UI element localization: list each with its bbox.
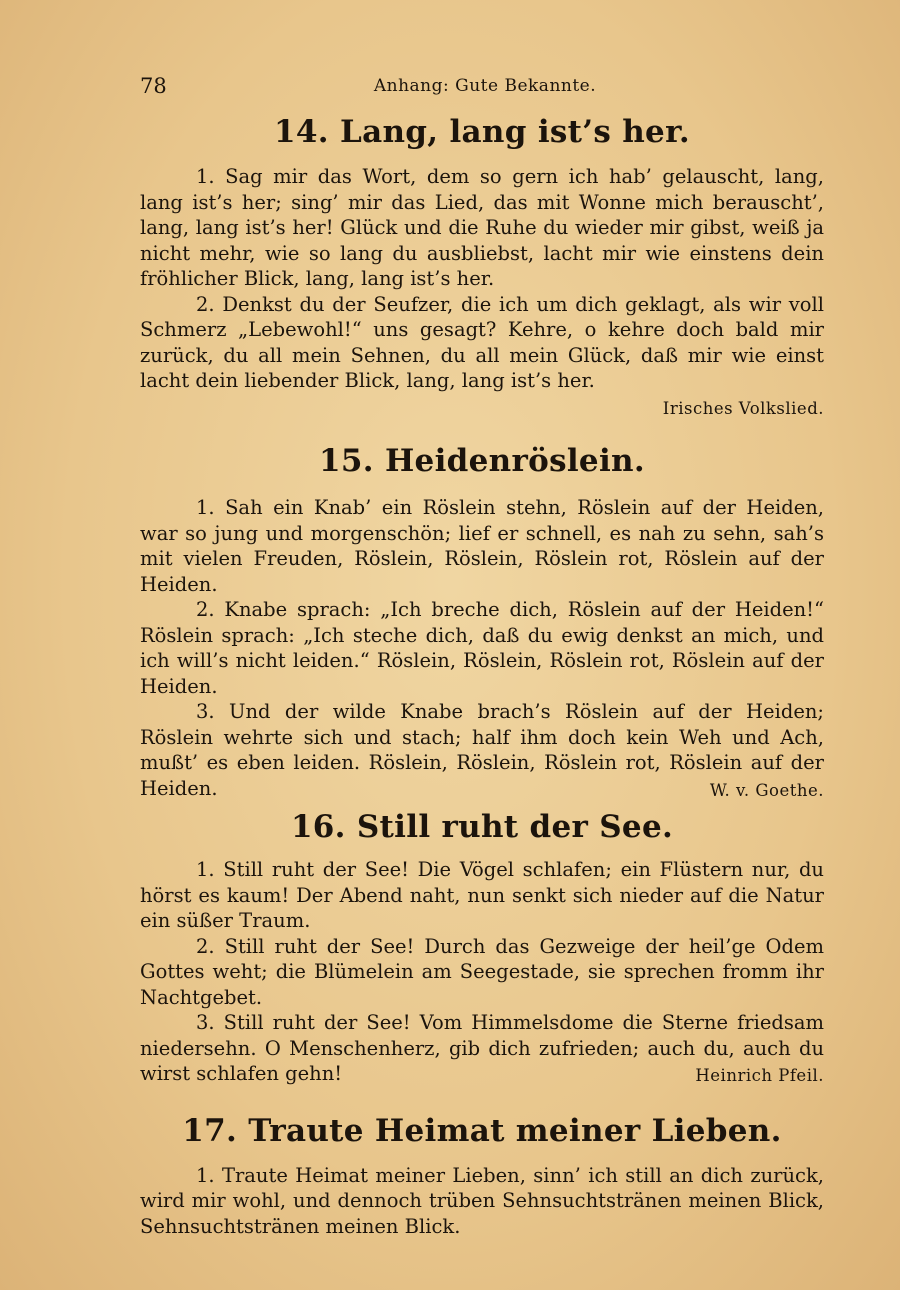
verse: 1. Sah ein Knab’ ein Röslein stehn, Röslein auf der Heiden, war so jung und morgenschön; lief er schnell, es nah zu sehn, sah’s mit vielen Freuden, Röslein, Röslein, Röslein rot, Röslein auf der Heiden.	[140, 496, 824, 596]
verse: 2. Still ruht der See! Durch das Gezweige der heil’ge Odem Gottes weht; die Blümelein am Seegestade, sie sprechen fromm ihr Nachtgebet.	[140, 934, 824, 1009]
song-17	[140, 1111, 824, 1240]
song-14	[140, 112, 824, 421]
song-15	[140, 441, 824, 803]
verse-text: 3. Still ruht der See! Vom Himmelsdome die Sterne friedsam niedersehn. O Menschenherz, gib dich zufrieden; auch du, auch du wirst schlafen gehn!	[140, 1011, 824, 1085]
song-title: 16. Still ruht der See.	[290, 809, 674, 845]
song-16	[140, 807, 824, 1089]
verse: 1. Traute Heimat meiner Lieben, sinn’ ich still an dich zurück, wird mir wohl, und dennoch trüben Sehnsuchtstränen meinen Blick, Sehnsuchtstränen meinen Blick.	[140, 1163, 824, 1238]
attribution: W. v. Goethe.	[709, 780, 824, 800]
page-header	[140, 74, 830, 104]
attribution: Heinrich Pfeil.	[695, 1066, 824, 1085]
verse: 1. Still ruht der See! Die Vögel schlafen; ein Flüstern nur, du hörst es kaum! Der Abend naht, nun senkt sich nieder auf die Natur ein süßer Traum.	[140, 858, 824, 932]
verse-text: 2. Denkst du der Seufzer, die ich um dich geklagt, als wir voll Schmerz „Lebewohl!“ uns gesagt? Kehre, o kehre doch bald mir zurück, du all mein Sehnen, du all mein Glück, daß mir wie einst lacht dein liebender Blick, lang, lang ist’s her.	[140, 292, 824, 392]
verse-with-attribution	[140, 1010, 824, 1087]
page-number: 78	[140, 74, 167, 98]
song-title: 17. Traute Heimat meiner Lieben.	[182, 1112, 782, 1149]
song-title: 14. Lang, lang ist’s her.	[274, 114, 690, 150]
attribution: Irisches Volkslied.	[662, 398, 824, 418]
verse-text: 3. Und der wilde Knabe brach’s Röslein auf der Heiden; Röslein wehrte sich und stach; half ihm doch kein Weh und Ach, mußt’ es eben leiden. Röslein, Röslein, Röslein rot, Röslein auf der Heiden.	[140, 700, 824, 800]
running-head: Anhang: Gute Bekannte.	[373, 76, 597, 96]
page-content	[140, 112, 824, 1239]
verse: 1. Sag mir das Wort, dem so gern ich hab’ gelauscht, lang, lang ist’s her; sing’ mir das Lied, das mit Wonne mich berauscht’, lang, lang ist’s her! Glück und die Ruhe du wieder mir gibst, weiß ja nicht mehr, wie so lang du ausbliebst, lacht mir wie einstens dein fröhlicher Blick, lang, lang ist’s her.	[140, 165, 824, 290]
song-title: 15. Heidenröslein.	[319, 443, 645, 479]
verse-with-attribution	[140, 699, 824, 801]
verse-with-attribution	[140, 292, 824, 418]
verse: 2. Knabe sprach: „Ich breche dich, Röslein auf der Heiden!“ Röslein sprach: „Ich steche dich, daß du ewig denkst an mich, und ich will’s nicht leiden.“ Röslein, Röslein, Röslein rot, Röslein auf der Heiden.	[140, 598, 824, 698]
